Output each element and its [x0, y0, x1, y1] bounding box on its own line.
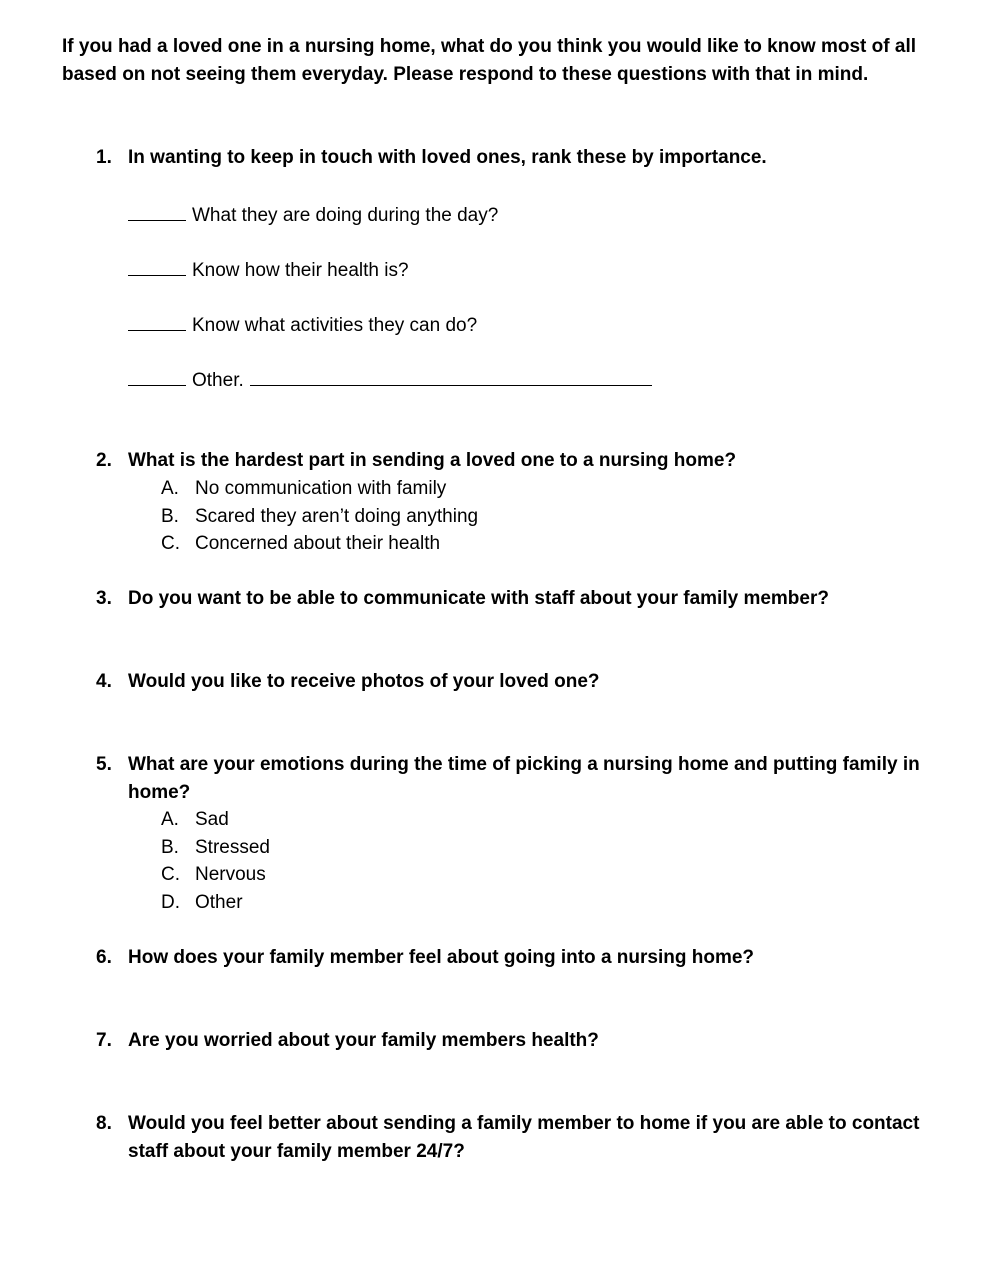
rank-item-label: What they are doing during the day? — [192, 205, 499, 226]
option-letter: D. — [161, 891, 180, 913]
question-text: Are you worried about your family members health? — [128, 1030, 599, 1051]
rank-item-other — [128, 364, 652, 395]
option-text: Sad — [195, 809, 229, 830]
question-3 — [96, 585, 936, 613]
rank-item — [128, 254, 409, 285]
option-letter: A. — [161, 478, 179, 499]
question-number: 1. — [96, 147, 112, 168]
rank-blank-line[interactable] — [128, 254, 186, 276]
option-text: Scared they aren’t doing anything — [195, 505, 479, 527]
rank-item — [128, 199, 498, 230]
option-item — [161, 530, 478, 558]
question-5 — [96, 751, 936, 806]
intro-paragraph: If you had a loved one in a nursing home, what do you think you would like to know most of all based on not seeing them everyday. Please respond to these questions with that in mind. — [62, 36, 916, 85]
options-list — [161, 806, 270, 916]
question-number: 6. — [96, 947, 112, 968]
option-item — [161, 889, 270, 917]
option-item — [161, 834, 270, 862]
question-number: 5. — [96, 754, 112, 775]
option-letter: B. — [161, 505, 179, 527]
options-list — [161, 475, 478, 558]
question-text: Would you feel better about sending a family member to home if you are able to contact staff about your family member 24/7? — [128, 1113, 920, 1162]
question-text: How does your family member feel about going into a nursing home? — [128, 947, 755, 968]
rank-blank-line[interactable] — [128, 364, 186, 386]
question-text: What are your emotions during the time of picking a nursing home and putting family in home? — [128, 754, 920, 803]
question-number: 2. — [96, 450, 112, 471]
rank-item-label: Know what activities they can do? — [192, 315, 478, 336]
question-8 — [96, 1110, 936, 1165]
option-letter: C. — [161, 864, 180, 885]
option-item — [161, 806, 270, 834]
option-text: Nervous — [195, 864, 266, 885]
question-text: What is the hardest part in sending a loved one to a nursing home? — [128, 450, 737, 471]
question-4 — [96, 668, 936, 696]
option-item — [161, 861, 270, 889]
option-item — [161, 475, 478, 503]
rank-item-label: Other. — [192, 370, 244, 391]
option-text: Concerned about their health — [195, 533, 441, 554]
other-fill-line[interactable] — [250, 364, 652, 386]
rank-blank-line[interactable] — [128, 199, 186, 221]
question-text: In wanting to keep in touch with loved ones, rank these by importance. — [128, 147, 767, 168]
rank-item-label: Know how their health is? — [192, 260, 409, 281]
question-6 — [96, 944, 936, 972]
option-text: Stressed — [195, 836, 270, 858]
rank-item — [128, 309, 477, 340]
option-item — [161, 503, 478, 531]
option-text: Other — [195, 891, 243, 913]
question-number: 4. — [96, 671, 112, 692]
question-1 — [96, 144, 936, 172]
option-letter: C. — [161, 533, 180, 554]
question-7 — [96, 1027, 936, 1055]
option-letter: A. — [161, 809, 179, 830]
question-number: 7. — [96, 1030, 112, 1051]
rank-blank-line[interactable] — [128, 309, 186, 331]
question-text: Would you like to receive photos of your loved one? — [128, 671, 600, 692]
question-number: 3. — [96, 588, 112, 609]
question-number: 8. — [96, 1113, 112, 1134]
question-2 — [96, 447, 936, 475]
option-text: No communication with family — [195, 478, 447, 499]
option-letter: B. — [161, 836, 179, 858]
question-text: Do you want to be able to communicate with staff about your family member? — [128, 588, 829, 609]
